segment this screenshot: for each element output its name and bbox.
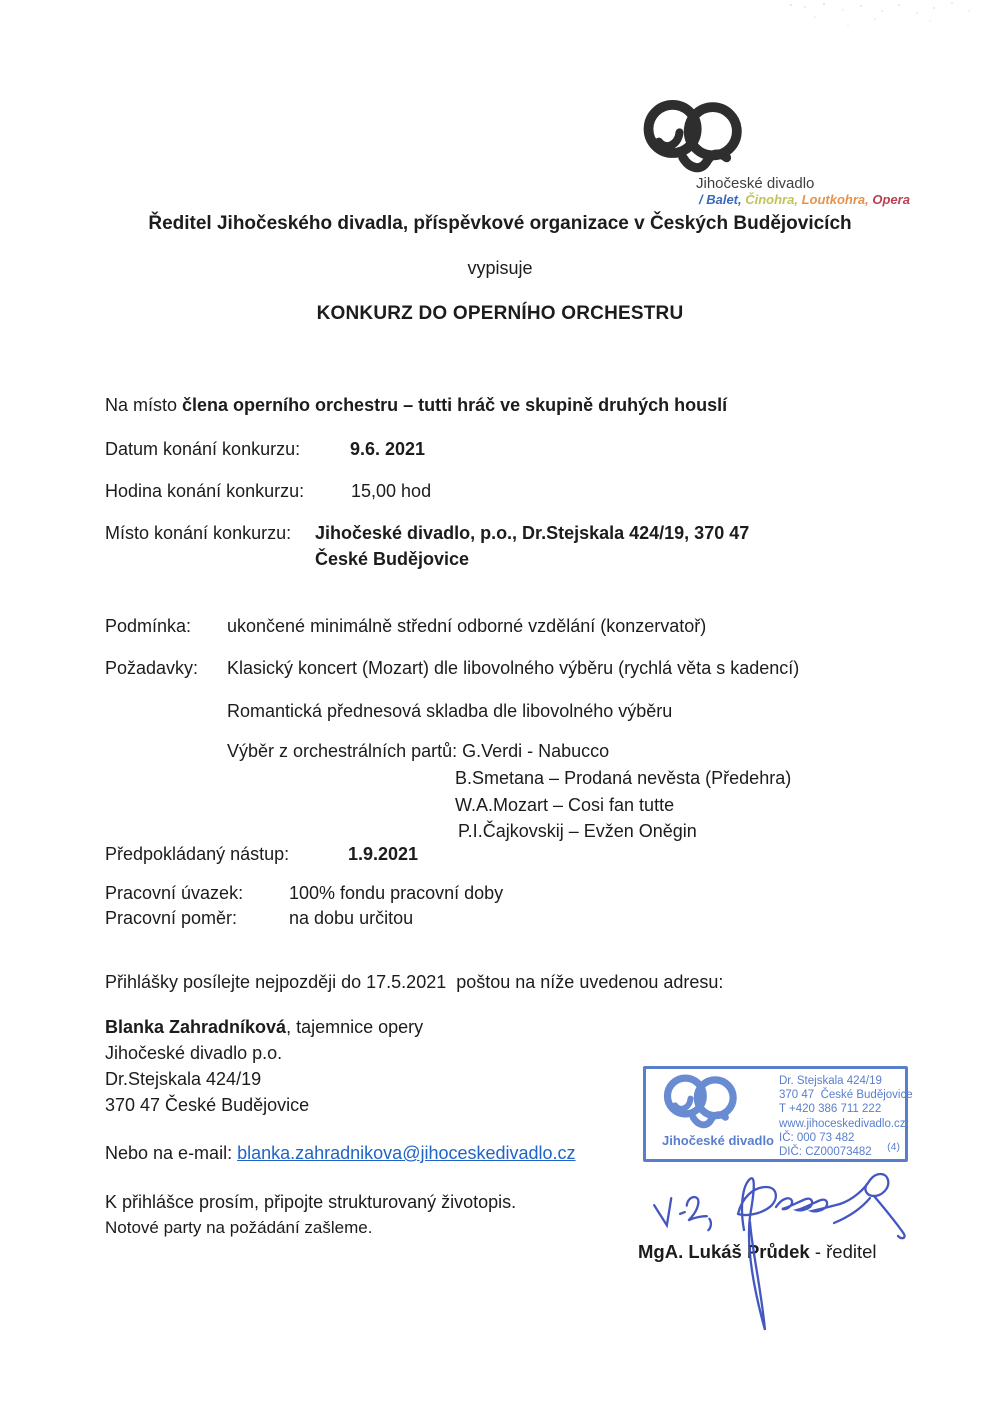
email-line <box>105 1143 576 1164</box>
contract-label: Pracovní poměr: <box>105 908 238 928</box>
stamp-dic: DIČ: CZ00073482 <box>779 1146 872 1159</box>
time-label: Hodina konání konkurzu: <box>105 481 305 501</box>
part-item-4: P.I.Čajkovskij – Evžen Oněgin <box>458 821 697 841</box>
signatory-role: - ředitel <box>809 1241 877 1262</box>
place-value-line1: Jihočeské divadlo, p.o., Dr.Stejskala 424/19, 370 47 <box>315 523 750 543</box>
email-link[interactable]: blanka.zahradnikova@jihoceskedivadlo.cz <box>237 1143 576 1163</box>
position-prefix: Na místo <box>105 395 183 415</box>
deadline-line: Přihlášky posílejte nejpozději do 17.5.2021 poštou na níže uvedenou adresu: <box>105 972 724 992</box>
signatory-line <box>638 1241 877 1263</box>
start-label: Předpokládaný nástup: <box>105 844 290 864</box>
jihoceske-divadlo-logo-icon <box>641 98 757 176</box>
address-line-2: Dr.Stejskala 424/19 <box>105 1069 262 1089</box>
address-line-3: 370 47 České Budějovice <box>105 1095 310 1115</box>
orchestra-parts-line <box>227 741 609 762</box>
address-line-1: Jihočeské divadlo p.o. <box>105 1043 283 1063</box>
workload-value: 100% fondu pracovní doby <box>289 883 504 903</box>
requirement-line-2: Romantická přednesová skladba dle libovolného výběru <box>227 701 673 721</box>
logo-org-name: Jihočeské divadlo <box>696 175 815 192</box>
date-label: Datum konání konkurzu: <box>105 439 301 459</box>
announce-word: vypisuje <box>467 258 533 278</box>
logo-tagline <box>699 192 910 207</box>
vz-note <box>653 1192 712 1239</box>
condition-label: Podmínka: <box>105 616 192 636</box>
condition-value: ukončené minimálně střední odborné vzdělání (konzervatoř) <box>227 616 707 636</box>
official-stamp <box>643 1066 913 1162</box>
parts-label: Výběr z orchestrálních partů: <box>227 741 463 761</box>
stamp-corner-note: (4) <box>887 1141 900 1153</box>
position-emphasis: člena operního orchestru – tutti hráč ve skupině druhých houslí <box>182 395 728 415</box>
tagline-cinohra: Činohra, <box>741 192 798 207</box>
closing-note-1: K přihlášce prosím, připojte strukturovaný životopis. <box>105 1192 517 1212</box>
contact-line <box>105 1017 423 1038</box>
contact-role: , tajemnice opery <box>286 1017 424 1037</box>
workload-label: Pracovní úvazek: <box>105 883 244 903</box>
position-line <box>105 395 727 416</box>
tagline-loutkohra: Loutkohra, <box>797 192 869 207</box>
contact-name: Blanka Zahradníková <box>105 1017 287 1037</box>
place-value-line2: České Budějovice <box>315 549 470 569</box>
part-item-2: B.Smetana – Prodaná nevěsta (Předehra) <box>455 768 792 788</box>
time-value: 15,00 hod <box>351 481 432 501</box>
date-value: 9.6. 2021 <box>350 439 426 459</box>
signatory-name: MgA. Lukáš Průdek <box>638 1241 810 1262</box>
part-item-1: G.Verdi - Nabucco <box>462 741 610 761</box>
scan-artifact <box>790 4 792 6</box>
document-heading: KONKURZ DO OPERNÍHO ORCHESTRU <box>316 303 684 324</box>
requirements-label: Požadavky: <box>105 658 199 678</box>
stamp-address-line-2: 370 47 České Budějovice <box>779 1089 913 1102</box>
stamp-address-line-1: Dr. Stejskala 424/19 <box>779 1075 882 1087</box>
stamp-website: www.jihoceskedivadlo.cz <box>779 1117 906 1130</box>
requirement-line-1: Klasický koncert (Mozart) dle libovolného výběru (rychlá věta s kadencí) <box>227 658 800 678</box>
place-label: Místo konání konkurzu: <box>105 523 292 543</box>
stamp-ic: IČ: 000 73 482 <box>779 1131 855 1144</box>
stamp-logo-icon <box>660 1073 750 1131</box>
part-item-3: W.A.Mozart – Cosi fan tutte <box>455 795 675 815</box>
document-title: Ředitel Jihočeského divadla, příspěvkové organizace v Českých Budějovicích <box>148 213 852 234</box>
start-value: 1.9.2021 <box>348 844 419 864</box>
email-prefix: Nebo na e-mail: <box>105 1143 238 1163</box>
tagline-balet: / Balet, <box>699 192 742 207</box>
closing-note-2: Notové party na požádání zašleme. <box>105 1218 373 1237</box>
stamp-org-name: Jihočeské divadlo <box>662 1133 774 1148</box>
tagline-opera: Opera <box>868 192 910 207</box>
contract-value: na dobu určitou <box>289 908 414 928</box>
stamp-phone: T +420 386 711 222 <box>779 1103 882 1116</box>
